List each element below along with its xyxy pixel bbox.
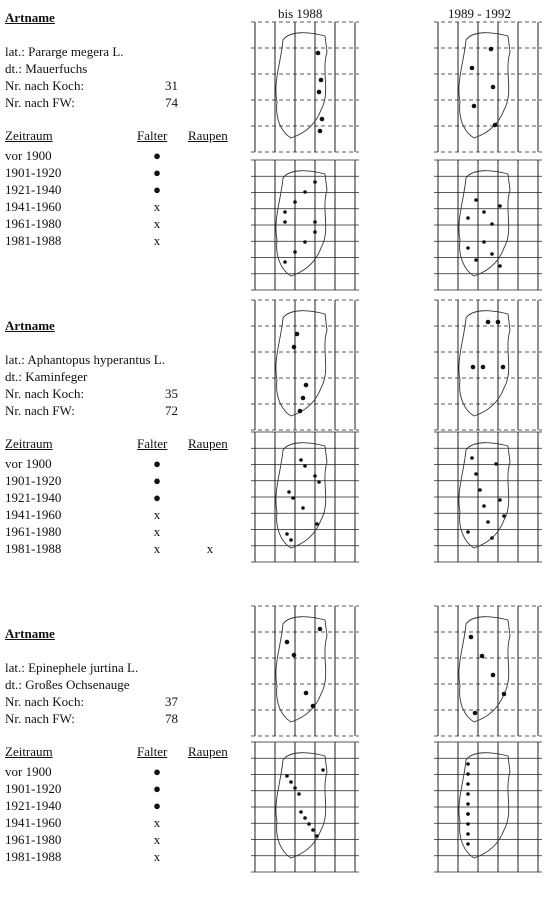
occurrence-dot xyxy=(313,474,317,478)
koch-number: 35 xyxy=(165,386,178,401)
occurrence-dot xyxy=(490,222,494,226)
occurrence-dot xyxy=(303,464,307,468)
period-label: vor 1900 xyxy=(5,148,52,163)
occurrence-dot xyxy=(486,520,490,524)
latin-name: lat.: Epinephele jurtina L. xyxy=(5,660,139,675)
occurrence-dot xyxy=(304,383,309,388)
occurrence-dot xyxy=(313,180,317,184)
occurrence-dot xyxy=(466,842,470,846)
koch-number: 37 xyxy=(165,694,178,709)
occurrence-dot xyxy=(466,782,470,786)
occurrence-dot xyxy=(297,792,301,796)
german-name: dt.: Kaminfeger xyxy=(5,369,88,384)
occurrence-dot xyxy=(491,673,496,678)
koch-label: Nr. nach Koch: xyxy=(5,78,85,93)
occurrence-dot xyxy=(472,104,477,109)
occurrence-dot xyxy=(285,532,289,536)
occurrence-dot xyxy=(501,365,506,370)
artname-heading: Artname xyxy=(5,318,55,333)
falter-header: Falter xyxy=(137,128,168,143)
occurrence-dot xyxy=(291,496,295,500)
raupen-header: Raupen xyxy=(188,128,228,143)
period-label: 1961-1980 xyxy=(5,832,62,847)
koch-label: Nr. nach Koch: xyxy=(5,386,85,401)
occurrence-dot xyxy=(474,472,478,476)
occurrence-dot xyxy=(299,458,303,462)
occurrence-dot xyxy=(287,490,291,494)
occurrence-dot xyxy=(321,768,325,772)
occurrence-dot xyxy=(482,210,486,214)
occurrence-dot xyxy=(466,216,470,220)
period-label: 1921-1940 xyxy=(5,182,62,197)
region-outline xyxy=(459,753,510,858)
distribution-map-fine xyxy=(255,160,355,290)
occurrence-dot xyxy=(285,640,290,645)
fw-label: Nr. nach FW: xyxy=(5,95,75,110)
occurrence-dot xyxy=(289,538,293,542)
distribution-map-fine xyxy=(438,742,538,872)
occurrence-dot xyxy=(320,117,325,122)
distribution-map-coarse xyxy=(255,300,355,430)
zeitraum-header: Zeitraum xyxy=(5,128,53,143)
latin-name: lat.: Aphantopus hyperantus L. xyxy=(5,352,165,367)
distribution-map-fine xyxy=(438,432,538,562)
zeitraum-header: Zeitraum xyxy=(5,436,53,451)
occurrence-dot xyxy=(480,654,485,659)
distribution-map-coarse xyxy=(255,22,355,152)
region-outline xyxy=(276,171,327,276)
period-label: vor 1900 xyxy=(5,764,52,779)
koch-label: Nr. nach Koch: xyxy=(5,694,85,709)
occurrence-dot xyxy=(316,51,321,56)
occurrence-dot xyxy=(473,711,478,716)
occurrence-dot xyxy=(494,462,498,466)
falter-mark: ● xyxy=(153,490,161,505)
region-outline xyxy=(459,617,510,722)
column-title-until-1988: bis 1988 xyxy=(278,6,323,21)
occurrence-dot xyxy=(490,536,494,540)
occurrence-dot xyxy=(491,85,496,90)
falter-mark: ● xyxy=(153,473,161,488)
falter-mark: x xyxy=(153,507,161,522)
period-label: 1941-1960 xyxy=(5,507,62,522)
period-label: 1981-1988 xyxy=(5,541,62,556)
occurrence-dot xyxy=(293,786,297,790)
raupen-mark: x xyxy=(206,541,214,556)
occurrence-dot xyxy=(466,832,470,836)
occurrence-dot xyxy=(496,320,501,325)
occurrence-dot xyxy=(283,220,287,224)
region-outline xyxy=(459,33,510,138)
falter-mark: x xyxy=(153,216,161,231)
falter-mark: x xyxy=(153,524,161,539)
occurrence-dot xyxy=(502,692,507,697)
period-label: 1921-1940 xyxy=(5,490,62,505)
occurrence-dot xyxy=(474,198,478,202)
period-label: 1961-1980 xyxy=(5,524,62,539)
distribution-map-coarse xyxy=(255,606,355,736)
region-outline xyxy=(276,617,327,722)
occurrence-dot xyxy=(285,774,289,778)
occurrence-dot xyxy=(502,514,506,518)
occurrence-dot xyxy=(313,220,317,224)
period-label: 1941-1960 xyxy=(5,815,62,830)
fw-number: 74 xyxy=(165,95,178,110)
occurrence-dot xyxy=(466,792,470,796)
falter-mark: ● xyxy=(153,781,161,796)
falter-mark: x xyxy=(153,815,161,830)
occurrence-dot xyxy=(498,498,502,502)
occurrence-dot xyxy=(311,828,315,832)
species-block-2 xyxy=(5,316,245,606)
occurrence-dot xyxy=(315,834,319,838)
occurrence-dot xyxy=(498,264,502,268)
falter-header: Falter xyxy=(137,744,168,759)
period-label: 1921-1940 xyxy=(5,798,62,813)
falter-mark: x xyxy=(153,541,161,556)
german-name: dt.: Mauerfuchs xyxy=(5,61,88,76)
column-title-1989-1992: 1989 - 1992 xyxy=(448,6,511,21)
falter-mark: ● xyxy=(153,182,161,197)
distribution-map-fine xyxy=(255,742,355,872)
latin-name: lat.: Pararge megera L. xyxy=(5,44,124,59)
distribution-map-fine xyxy=(438,160,538,290)
occurrence-dot xyxy=(469,635,474,640)
occurrence-dot xyxy=(299,810,303,814)
occurrence-dot xyxy=(470,66,475,71)
fw-number: 72 xyxy=(165,403,178,418)
species-block-1 xyxy=(5,8,245,298)
occurrence-dot xyxy=(486,320,491,325)
raupen-header: Raupen xyxy=(188,436,228,451)
occurrence-dot xyxy=(466,772,470,776)
occurrence-dot xyxy=(471,365,476,370)
occurrence-dot xyxy=(313,230,317,234)
occurrence-dot xyxy=(466,822,470,826)
fw-label: Nr. nach FW: xyxy=(5,711,75,726)
region-outline xyxy=(459,311,510,416)
occurrence-dot xyxy=(303,240,307,244)
distribution-map-fine xyxy=(255,432,355,562)
falter-mark: ● xyxy=(153,456,161,471)
occurrence-dot xyxy=(319,78,324,83)
distribution-map-coarse xyxy=(438,22,538,152)
occurrence-dot xyxy=(295,332,300,337)
occurrence-dot xyxy=(466,762,470,766)
occurrence-dot xyxy=(478,488,482,492)
falter-mark: x xyxy=(153,849,161,864)
falter-mark: x xyxy=(153,199,161,214)
occurrence-dot xyxy=(311,704,316,709)
occurrence-dot xyxy=(283,210,287,214)
distribution-map-coarse xyxy=(438,300,538,430)
zeitraum-header: Zeitraum xyxy=(5,744,53,759)
period-label: 1901-1920 xyxy=(5,473,62,488)
fw-label: Nr. nach FW: xyxy=(5,403,75,418)
occurrence-dot xyxy=(482,504,486,508)
region-outline xyxy=(276,311,327,416)
period-label: 1941-1960 xyxy=(5,199,62,214)
period-label: 1961-1980 xyxy=(5,216,62,231)
occurrence-dot xyxy=(283,260,287,264)
fw-number: 78 xyxy=(165,711,178,726)
occurrence-dot xyxy=(289,780,293,784)
occurrence-dot xyxy=(301,396,306,401)
occurrence-dot xyxy=(303,190,307,194)
occurrence-dot xyxy=(466,802,470,806)
distribution-map-coarse xyxy=(438,606,538,736)
occurrence-dot xyxy=(489,47,494,52)
occurrence-dot xyxy=(298,409,303,414)
occurrence-dot xyxy=(293,200,297,204)
occurrence-dot xyxy=(318,627,323,632)
occurrence-dot xyxy=(466,812,470,816)
falter-mark: x xyxy=(153,233,161,248)
koch-number: 31 xyxy=(165,78,178,93)
german-name: dt.: Großes Ochsenauge xyxy=(5,677,130,692)
occurrence-dot xyxy=(470,456,474,460)
period-label: vor 1900 xyxy=(5,456,52,471)
occurrence-dot xyxy=(474,258,478,262)
occurrence-dot xyxy=(304,691,309,696)
occurrence-dot xyxy=(303,816,307,820)
occurrence-dot xyxy=(315,522,319,526)
occurrence-dot xyxy=(317,90,322,95)
artname-heading: Artname xyxy=(5,626,55,641)
region-outline xyxy=(276,753,327,858)
occurrence-dot xyxy=(490,252,494,256)
occurrence-dot xyxy=(292,345,297,350)
region-outline xyxy=(276,33,327,138)
region-outline xyxy=(459,171,510,276)
occurrence-dot xyxy=(498,204,502,208)
occurrence-dot xyxy=(482,240,486,244)
falter-header: Falter xyxy=(137,436,168,451)
falter-mark: ● xyxy=(153,764,161,779)
occurrence-dot xyxy=(307,822,311,826)
falter-mark: x xyxy=(153,832,161,847)
occurrence-dot xyxy=(466,246,470,250)
period-label: 1981-1988 xyxy=(5,233,62,248)
falter-mark: ● xyxy=(153,798,161,813)
falter-mark: ● xyxy=(153,165,161,180)
period-label: 1981-1988 xyxy=(5,849,62,864)
falter-mark: ● xyxy=(153,148,161,163)
occurrence-dot xyxy=(292,653,297,658)
occurrence-dot xyxy=(293,250,297,254)
occurrence-dot xyxy=(318,129,323,134)
raupen-header: Raupen xyxy=(188,744,228,759)
occurrence-dot xyxy=(466,530,470,534)
period-label: 1901-1920 xyxy=(5,781,62,796)
artname-heading: Artname xyxy=(5,10,55,25)
period-label: 1901-1920 xyxy=(5,165,62,180)
occurrence-dot xyxy=(301,506,305,510)
occurrence-dot xyxy=(317,480,321,484)
occurrence-dot xyxy=(481,365,486,370)
species-block-3 xyxy=(5,624,245,914)
occurrence-dot xyxy=(493,123,498,128)
